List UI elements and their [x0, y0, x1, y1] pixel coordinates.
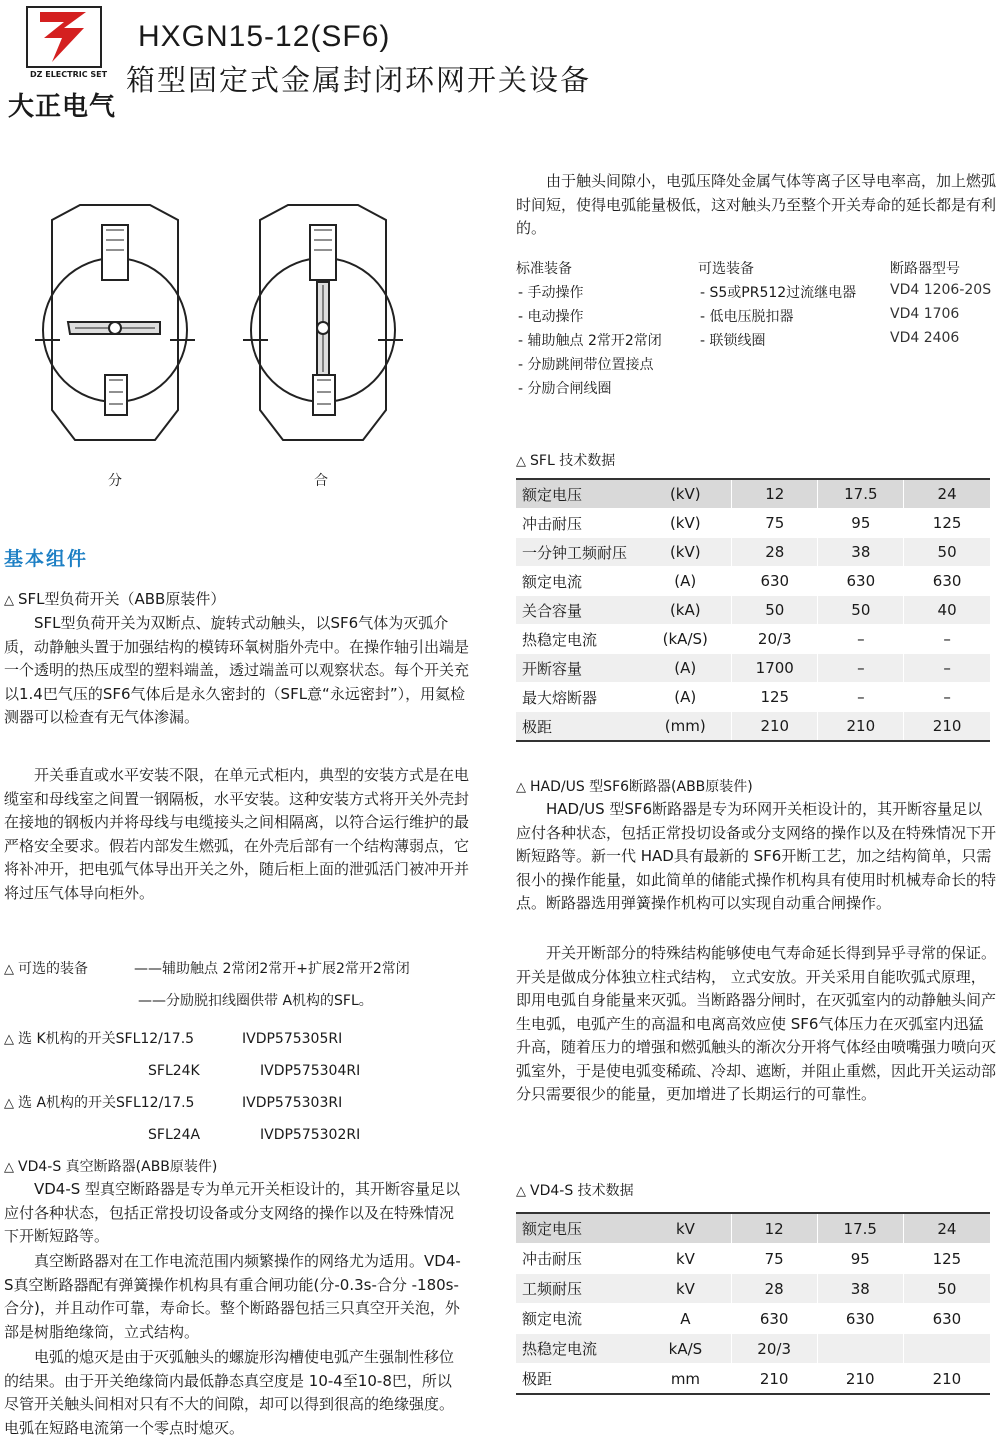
- vd4-table-title-text: VD4-S 技术数据: [530, 1183, 634, 1199]
- table-cell: 630: [818, 567, 904, 596]
- table-cell: 630: [817, 1304, 903, 1334]
- table-cell: (A): [639, 654, 731, 683]
- table-cell: 极距: [516, 712, 639, 742]
- vd4-title: [4, 1156, 217, 1179]
- table-row: [516, 712, 990, 742]
- table-cell: 210: [904, 712, 990, 742]
- table-cell: 630: [732, 567, 818, 596]
- table-cell: (kV): [639, 479, 731, 509]
- had-title-text: HAD/US 型SF6断路器(ABB原装件): [530, 779, 753, 795]
- page-title: 箱型固定式金属封闭环网开关设备: [126, 63, 592, 97]
- list-item: VD4 1706: [890, 306, 960, 322]
- table-cell: kV: [640, 1213, 731, 1244]
- table-row: [516, 538, 990, 567]
- table-row: [516, 625, 990, 654]
- brand-name: 大正电气: [8, 92, 117, 122]
- optional-header: 可选装备: [698, 261, 754, 277]
- vd4-table-title: [516, 1180, 634, 1203]
- open-label: 分: [108, 473, 122, 489]
- table-cell: 125: [903, 1244, 990, 1274]
- table-cell: kA/S: [640, 1334, 731, 1364]
- triangle-icon: △: [516, 780, 526, 795]
- a-code-2: IVDP575302RI: [260, 1127, 361, 1143]
- table-cell: 75: [732, 509, 818, 538]
- sfl-paragraph-1: SFL型负荷开关为双断点、旋转式动触头，以SF6气体为灭弧介质，动静触头置于加强结构的模铸环氧树脂外壳中。在操作轴引出端是一个透明的热压成型的塑料端盖，透过端盖可以观察状态。每个开关充以1.4巴气压的SF6气体后是永久密封的（SFL意“永远密封”），用氦检测器可以检查有无气体渗漏。: [4, 614, 470, 726]
- table-cell: 关合容量: [516, 596, 639, 625]
- triangle-icon: △: [4, 1096, 14, 1111]
- table-cell: 24: [903, 1213, 990, 1244]
- table-row: [516, 683, 990, 712]
- had-title: [516, 776, 753, 799]
- vd4-paragraph-1: VD4-S 型真空断路器是专为单元开关柜设计的，其开断容量足以应付各种状态，包括正常投切设备或分支网络的操作以及在特殊情况下开断短路等。: [4, 1180, 461, 1245]
- table-cell: A: [640, 1304, 731, 1334]
- sfl-paragraph-2: 开关垂直或水平安装不限，在单元式柜内，典型的安装方式是在电缆室和母线室之间置一钢隔板，水平安装。这种安装方式将开关外壳封在接地的钢板内并将母线与电缆接头之间相隔离，以符合运行维护的最严格安全要求。假若内部发生燃弧，在外壳后部有一个结构薄弱点，它将补冲开，把电弧气体导出开关之外，随后柜上面的泄弧活门被冲开并将过压气体导向柜外。: [4, 766, 470, 902]
- k-model-2: SFL24K: [148, 1063, 200, 1079]
- table-cell: –: [904, 654, 990, 683]
- list-item: - 电动操作: [518, 309, 584, 325]
- table-cell: 热稳定电流: [516, 625, 639, 654]
- triangle-icon: △: [4, 1160, 14, 1175]
- table-cell: 95: [817, 1244, 903, 1274]
- table-row: [516, 654, 990, 683]
- table-cell: (mm): [639, 712, 731, 742]
- table-cell: –: [904, 625, 990, 654]
- table-cell: 75: [731, 1244, 817, 1274]
- table-cell: 最大熔断器: [516, 683, 639, 712]
- optional-item-1: ——辅助触点 2常闭2常开+扩展2常开2常闭: [134, 961, 410, 977]
- table-cell: 极距: [516, 1364, 640, 1395]
- table-cell: (A): [639, 567, 731, 596]
- section-title: 基本组件: [4, 548, 89, 570]
- list-item: - 分励跳闸带位置接点: [518, 357, 654, 373]
- sfl-title: [4, 588, 474, 613]
- table-cell: 50: [903, 1274, 990, 1304]
- table-cell: 17.5: [818, 479, 904, 509]
- list-item: - 手动操作: [518, 285, 584, 301]
- list-item: VD4 1206-20S: [890, 282, 992, 298]
- table-cell: 额定电压: [516, 1213, 640, 1244]
- k-code-2: IVDP575304RI: [260, 1063, 361, 1079]
- table-cell: [903, 1334, 990, 1364]
- table-cell: 38: [817, 1274, 903, 1304]
- table-cell: 热稳定电流: [516, 1334, 640, 1364]
- list-item: - 分励合闸线圈: [518, 381, 612, 397]
- table-cell: (A): [639, 683, 731, 712]
- table-cell: 24: [904, 479, 990, 509]
- table-cell: 630: [903, 1304, 990, 1334]
- table-row: [516, 1334, 990, 1364]
- table-cell: (kA/S): [639, 625, 731, 654]
- sfl-table-title-text: SFL 技术数据: [530, 453, 616, 469]
- table-cell: –: [818, 625, 904, 654]
- a-code-1: IVDP575303RI: [242, 1095, 343, 1111]
- switch-open-diagram: [30, 200, 200, 454]
- k-label-text: 选 K机构的开关SFL12/17.5: [18, 1031, 195, 1047]
- table-cell: 冲击耐压: [516, 1244, 640, 1274]
- vd4-paragraph-2: 真空断路器对在工作电流范围内频繁操作的网络尤为适用。VD4-S真空断路器配有弹簧操作机构具有重合闸功能(分-0.3s-合分 -180s- 合分)，并且动作可靠，寿命长。整个断路器包括三只真空开关泡，外部是树脂绝缘筒，立式结构。: [4, 1252, 461, 1341]
- table-cell: 50: [732, 596, 818, 625]
- table-row: [516, 1304, 990, 1334]
- triangle-icon: △: [4, 1032, 14, 1047]
- triangle-icon: △: [516, 1184, 526, 1199]
- a-model-2: SFL24A: [148, 1127, 201, 1143]
- standard-header: 标准装备: [516, 261, 572, 277]
- company-logo: [26, 6, 102, 68]
- table-cell: 12: [731, 1213, 817, 1244]
- table-row: [516, 509, 990, 538]
- optional-list: [700, 282, 856, 354]
- intro-paragraph: 由于触头间隙小，电弧压降处金属气体等离子区导电率高，加上燃弧时间短，使得电弧能量极低，这对触头乃至整个开关寿命的延长都是有利的。: [516, 172, 997, 237]
- table-cell: (kV): [639, 509, 731, 538]
- table-cell: 630: [731, 1304, 817, 1334]
- list-item: VD4 2406: [890, 330, 960, 346]
- optional-label: [4, 958, 88, 981]
- sfl-spec-table: [516, 478, 990, 742]
- table-cell: 开断容量: [516, 654, 639, 683]
- table-cell: 12: [732, 479, 818, 509]
- table-cell: (kV): [639, 538, 731, 567]
- product-model: HXGN15-12(SF6): [138, 20, 391, 53]
- table-cell: 210: [903, 1364, 990, 1395]
- table-cell: 工频耐压: [516, 1274, 640, 1304]
- sfl-table-title: [516, 450, 615, 473]
- vd4-spec-table: [516, 1212, 990, 1395]
- logo-text: DZ ELECTRIC SET: [30, 70, 108, 79]
- table-row: [516, 1213, 990, 1244]
- table-cell: (kA): [639, 596, 731, 625]
- table-cell: 28: [732, 538, 818, 567]
- had-paragraph-1: HAD/US 型SF6断路器是专为环网开关柜设计的，其开断容量足以应付各种状态，包括正常投切设备或分支网络的操作以及在特殊情况下开断短路等。新一代 HAD具有最新的 SF6开断工艺，加之结构简单，只需很小的操作能量，如此简单的储能式操作机构具有使用时机械寿命长的特点。断路器选用弹簧操作机构可以实现自动重合闸操作。: [516, 800, 997, 912]
- table-cell: 95: [818, 509, 904, 538]
- table-cell: 额定电流: [516, 1304, 640, 1334]
- k-code-1: IVDP575305RI: [242, 1031, 343, 1047]
- table-cell: 40: [904, 596, 990, 625]
- a-label-text: 选 A机构的开关SFL12/17.5: [18, 1095, 195, 1111]
- table-row: [516, 1274, 990, 1304]
- table-cell: 冲击耐压: [516, 509, 639, 538]
- standard-list: [518, 282, 662, 402]
- closed-label: 合: [314, 473, 328, 489]
- table-cell: 1700: [732, 654, 818, 683]
- table-cell: –: [904, 683, 990, 712]
- table-cell: 17.5: [817, 1213, 903, 1244]
- table-row: [516, 567, 990, 596]
- vd4-title-text: VD4-S 真空断路器(ABB原装件): [18, 1159, 218, 1175]
- k-mechanism-label: [4, 1028, 194, 1051]
- table-cell: 125: [732, 683, 818, 712]
- sfl-title-text: SFL型负荷开关（ABB原装件）: [18, 590, 226, 608]
- table-cell: kV: [640, 1244, 731, 1274]
- table-cell: 38: [818, 538, 904, 567]
- optional-item-2: ——分励脱扣线圈供带 A机构的SFL。: [138, 993, 373, 1009]
- table-cell: 一分钟工频耐压: [516, 538, 639, 567]
- table-cell: 630: [904, 567, 990, 596]
- switch-closed-diagram: [238, 200, 408, 454]
- table-cell: 额定电流: [516, 567, 639, 596]
- table-cell: 210: [731, 1364, 817, 1395]
- vd4-paragraph-3: 电弧的熄灭是由于灭弧触头的螺旋形沟槽使电弧产生强制性移位的结果。由于开关绝缘筒内最低静态真空度是 10-4至10-8巴，所以尽管开关触头间相对只有不大的间隙，却可以得到很高的绝缘强度。电弧在短路电流第一个零点时熄灭。: [4, 1348, 455, 1437]
- model-list: [890, 282, 991, 354]
- table-cell: 20/3: [731, 1334, 817, 1364]
- table-cell: 28: [731, 1274, 817, 1304]
- table-cell: kV: [640, 1274, 731, 1304]
- list-item: - 辅助触点 2常开2常闭: [518, 333, 662, 349]
- table-row: [516, 1364, 990, 1395]
- table-cell: –: [818, 654, 904, 683]
- optional-label-text: 可选的装备: [18, 961, 88, 977]
- table-cell: [817, 1334, 903, 1364]
- table-cell: 210: [817, 1364, 903, 1395]
- a-mechanism-label: [4, 1092, 194, 1115]
- table-row: [516, 1244, 990, 1274]
- table-cell: 50: [904, 538, 990, 567]
- table-cell: 额定电压: [516, 479, 639, 509]
- list-item: - S5或PR512过流继电器: [700, 285, 857, 301]
- table-cell: 20/3: [732, 625, 818, 654]
- triangle-icon: △: [4, 593, 14, 608]
- triangle-icon: △: [4, 962, 14, 977]
- table-cell: –: [818, 683, 904, 712]
- triangle-icon: △: [516, 454, 526, 469]
- list-item: - 低电压脱扣器: [700, 309, 794, 325]
- table-row: [516, 596, 990, 625]
- table-cell: 50: [818, 596, 904, 625]
- list-item: - 联锁线圈: [700, 333, 766, 349]
- table-cell: 210: [732, 712, 818, 742]
- model-header: 断路器型号: [890, 261, 960, 277]
- table-cell: 210: [818, 712, 904, 742]
- table-cell: mm: [640, 1364, 731, 1395]
- had-paragraph-2: 开关开断部分的特殊结构能够使电气寿命延长得到异乎寻常的保证。开关是做成分体独立柱式结构， 立式安放。开关采用自能吹弧式原理，即用电弧自身能量来灭弧。当断路器分闸时，在灭弧室内的动静触头间产生电弧，电弧产生的高温和电离高效应使 SF6气体压力在灭弧室内迅猛升高，随着压力的增强和燃弧触头的渐次分开将气体经由喷嘴强力喷向灭弧室外，于是使电弧变稀疏、冷却、遮断，并阻止重燃，因此开关运动部分只需要很少的能量，更加增进了长期运行的可靠性。: [516, 944, 997, 1103]
- table-cell: 125: [904, 509, 990, 538]
- table-row: [516, 479, 990, 509]
